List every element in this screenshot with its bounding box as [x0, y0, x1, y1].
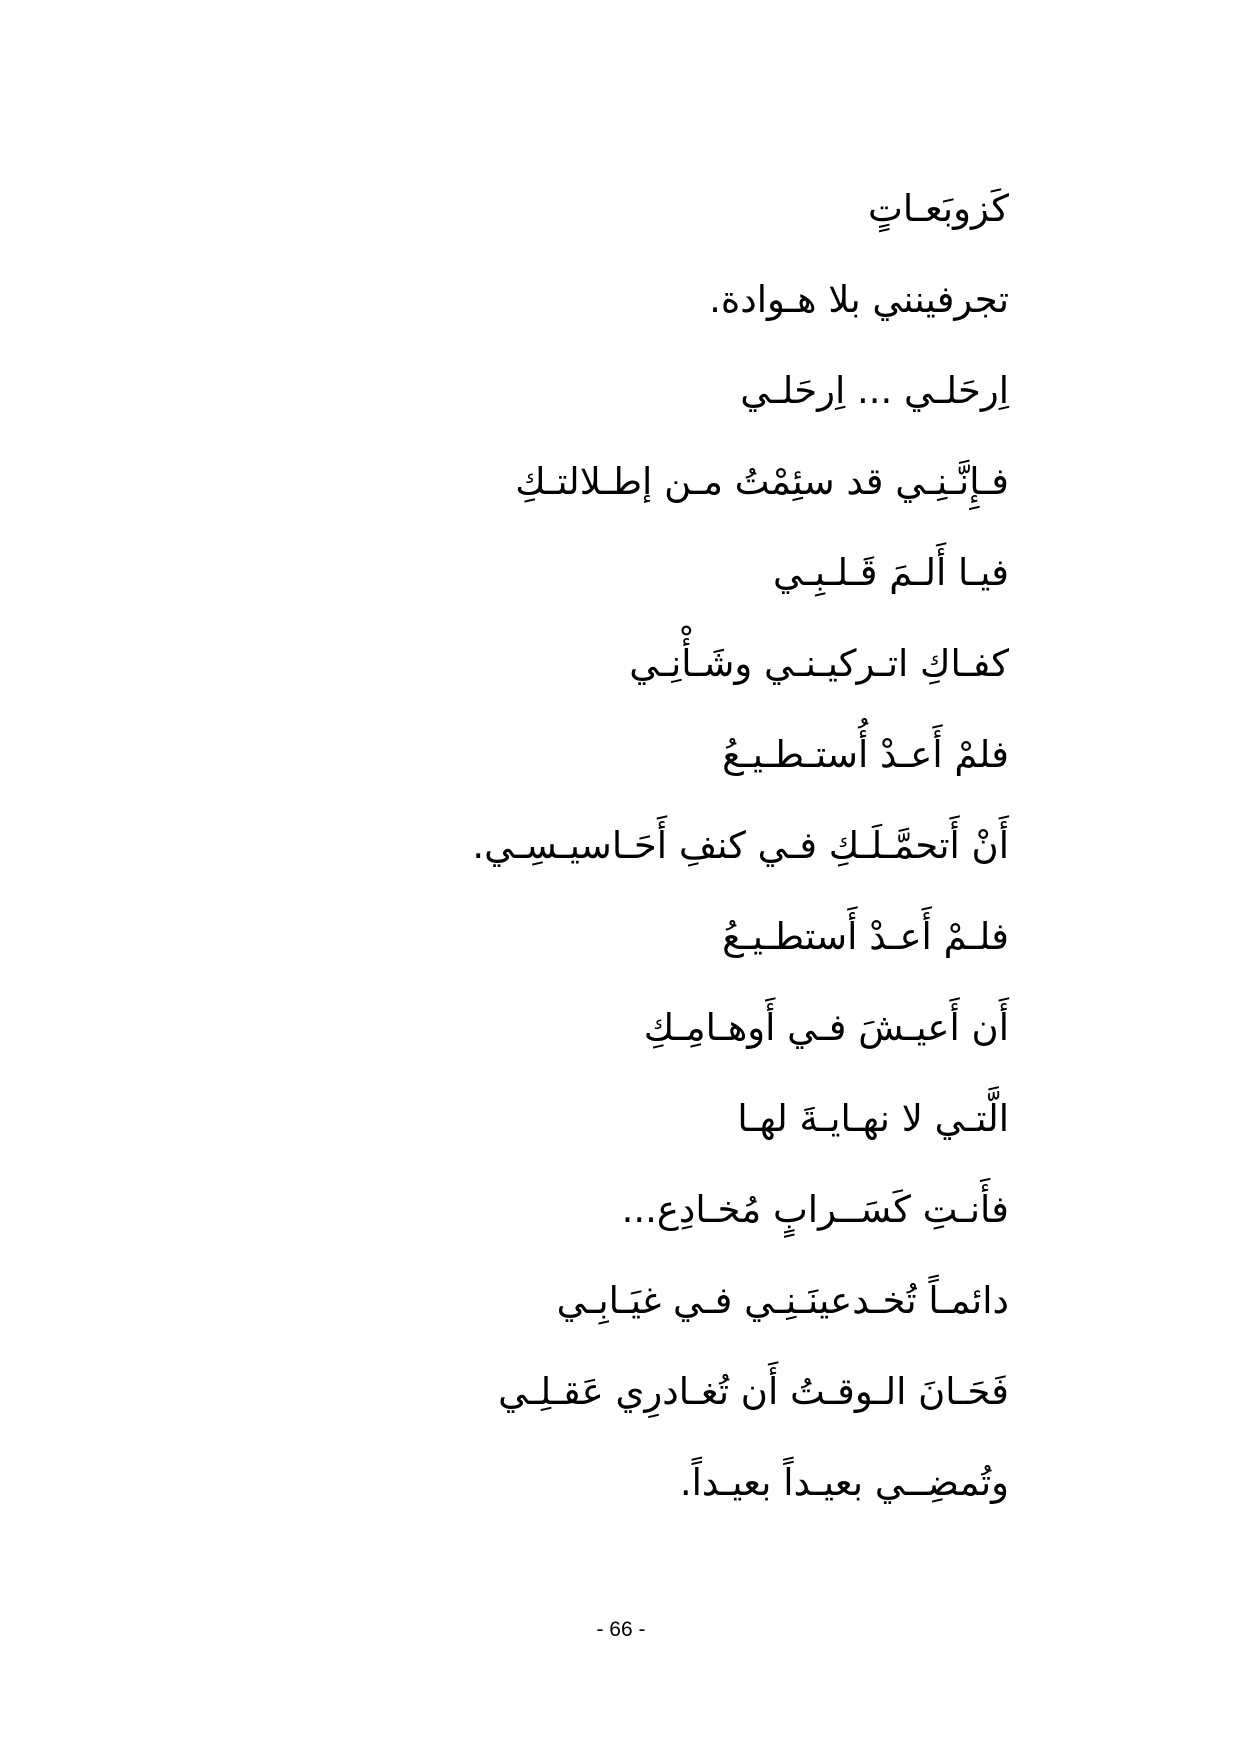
poem-line: فـإِنَّـنِـي قد سئِمْتُ مـن إطـلالتـكِ: [515, 460, 1009, 503]
poem-line: اِرحَلـي ... اِرحَلـي: [740, 369, 1009, 412]
poem-line: تجرفينني بلا هـوادة.: [709, 278, 1009, 321]
poem-line: فلمْ أَعـدْ أُستـطـيـعُ: [722, 733, 1009, 776]
poem-line: أَنْ أَتحمَّـلَـكِ فـي كنفِ أَحَـاسيـسِـي.: [472, 824, 1009, 867]
poem-line: كَزوبَعـاتٍ: [868, 187, 1009, 230]
poem-line: أَن أَعيـشَ فـي أَوهـامِـكِ: [643, 1006, 1009, 1049]
page-number: - 66 -: [596, 1618, 646, 1641]
poem-text: [189, 176, 1009, 1541]
poem-line: كفـاكِ اتـركيـنـي وشَـأْنِـي: [629, 642, 1009, 685]
poem-line: الَّتـي لا نهـايـةَ لهـا: [737, 1097, 1009, 1140]
poem-line: فَحَـانَ الـوقـتُ أَن تُغـادرِي عَقـلِـي: [498, 1370, 1009, 1413]
poem-line: دائمـاً تُخـدعينَـنِـي فـي غيَـابِـي: [556, 1279, 1009, 1322]
poem-line: وتُمضِــي بعيـداً بعيـداً.: [679, 1461, 1009, 1504]
poem-line: فلـمْ أَعـدْ أَستطـيـعُ: [722, 915, 1009, 958]
poem-line: فأَنـتِ كَسَــرابٍ مُخـادِع...: [621, 1188, 1009, 1231]
poem-line: فيـا أَلـمَ قَـلـبِـي: [773, 551, 1009, 594]
